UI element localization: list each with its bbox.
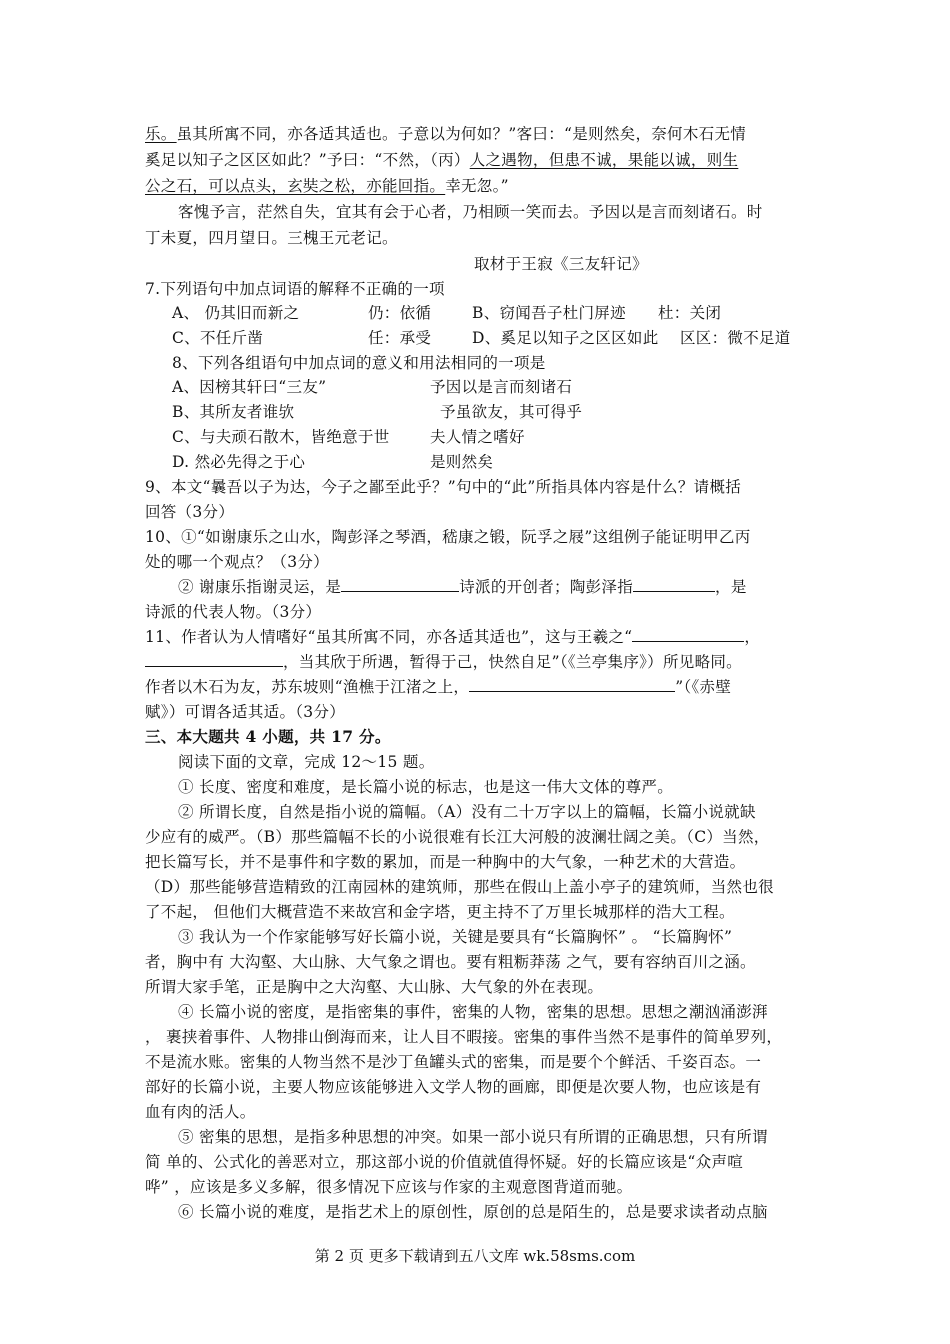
question-7-stem: 7.下列语句中加点词语的解释不正确的一项 [145, 280, 445, 298]
q7-option-b-gloss: 杜：关闭 [658, 304, 722, 322]
question-11: 11、作者认为人情嗜好“虽其所寓不同，亦各适其适也”，这与王羲之“ ， [145, 625, 760, 649]
passage-line: 乐。虽其所寓不同，亦各适其适也。子意以为何如？”客曰：“是则然矣，奈何木石无情 [145, 125, 747, 143]
question-10: 10、①“如谢康乐之山水，陶彭泽之琴酒，嵇康之锻，阮孚之屐”这组例子能证明甲乙丙 [145, 528, 751, 546]
question-9: 9、本文“曩吾以子为达，今子之鄙至此乎？”句中的“此”所指具体内容是什么？请概括 [145, 478, 742, 496]
section-title: 三、本大题共 4 小题，共 17 分。 [145, 727, 391, 746]
passage-line: 公之石，可以点头，玄奘之松，亦能回指。幸无忽。” [145, 177, 509, 195]
question-11-cont: 赋》）可谓各适其适。（3分） [145, 703, 346, 721]
question-10-part2: ② 谢康乐指谢灵运，是 诗派的开创者；陶彭泽指 ，是 [178, 575, 747, 599]
article-line: 少应有的威严。（B）那些篇幅不长的小说很难有长江大河般的波澜壮阔之美。（C）当然， [145, 828, 770, 846]
q7-option-d: D、奚足以知子之区区如此 [472, 329, 659, 347]
q7-option-a-gloss: 仍：依循 [368, 304, 432, 322]
article-line: 哗” ，应该是多义多解，很多情况下应该与作家的主观意图背道而驰。 [145, 1178, 633, 1196]
article-line: 了不起， 但他们大概营造不来故宫和金字塔，更主持不了万里长城那样的浩大工程。 [145, 903, 735, 921]
question-11-cont: ，当其欣于所遇，暂得于己，快然自足”（《兰亭集序》）所见略同。 [145, 650, 742, 674]
question-11-cont: 作者以木石为友，苏东坡则“渔樵于江渚之上， ”（《赤壁 [145, 675, 731, 699]
q8-option-a-pair: 予因以是言而刻诸石 [430, 378, 573, 396]
page-footer: 第 2 页 更多下载请到五八文库 wk.58sms.com [314, 1247, 636, 1265]
article-line: 者，胸中有 大沟壑、大山脉、大气象之谓也。要有粗粝莽荡 之气，要有容纳百川之涵。 [145, 953, 756, 971]
answer-blank[interactable] [633, 575, 715, 592]
q8-option-d-pair: 是则然矣 [430, 453, 494, 471]
q8-option-b-pair: 予虽欲友，其可得乎 [440, 403, 583, 421]
article-paragraph: ⑥ 长篇小说的难度，是指艺术上的原创性，原创的总是陌生的，总是要求读者动点脑 [178, 1203, 768, 1221]
article-line: 不是流水账。密集的人物当然不是沙丁鱼罐头式的密集，而是要个个鲜活、千姿百态。一 [145, 1053, 762, 1071]
article-line: 简 单的、公式化的善恶对立，那这部小说的价值就值得怀疑。好的长篇应该是“众声喧 [145, 1153, 744, 1171]
q7-option-c-gloss: 任：承受 [368, 329, 432, 347]
q8-option-b: B、其所友者谁欤 [172, 403, 295, 421]
passage-line: 奚足以知子之区区如此？”予曰：“不然，（丙）人之遇物，但患不诚，果能以诚，则生 [145, 151, 739, 169]
article-line: 部好的长篇小说，主要人物应该能够进入文学人物的画廊，即便是次要人物，也应该是有 [145, 1078, 762, 1096]
article-line: ， 裹挟着事件、人物排山倒海而来，让人目不暇接。密集的事件当然不是事件的简单罗列， [145, 1028, 783, 1046]
article-paragraph: ③ 我认为一个作家能够写好长篇小说，关键是要具有“长篇胸怀” 。 “长篇胸怀” [178, 928, 733, 946]
underlined-text: 人之遇物，但患不诚，果能以诚，则生 [469, 151, 739, 169]
q7-option-a: A、 仍其旧而新之 [172, 304, 300, 322]
article-paragraph: ⑤ 密集的思想，是指多种思想的冲突。如果一部小说只有所谓的正确思想，只有所谓 [178, 1128, 768, 1146]
question-10-cont: 处的哪一个观点？（3分） [145, 553, 329, 571]
q8-option-a: A、因榜其轩曰“三友” [172, 378, 327, 396]
article-paragraph: ④ 长篇小说的密度，是指密集的事件，密集的人物，密集的思想。思想之潮汹涌澎湃 [178, 1003, 768, 1021]
article-paragraph: ② 所谓长度，自然是指小说的篇幅。（A）没有二十万字以上的篇幅，长篇小说就缺 [178, 803, 756, 821]
underlined-text: 乐。 [145, 125, 177, 143]
q7-option-b: B、窃闻吾子杜门屏迹 [472, 304, 626, 322]
article-line: 血有肉的活人。 [145, 1103, 256, 1121]
question-8-stem: 8、下列各组语句中加点词的意义和用法相同的一项是 [172, 354, 546, 372]
q8-option-c-pair: 夫人情之嗜好 [430, 428, 525, 446]
answer-blank[interactable] [341, 575, 459, 592]
article-line: （D）那些能够营造精致的江南园林的建筑师，那些在假山上盖小亭子的建筑师，当然也很 [145, 878, 774, 896]
question-10-cont: 诗派的代表人物。（3分） [145, 603, 322, 621]
article-line: 把长篇写长，并不是事件和字数的累加，而是一种胸中的大气象，一种艺术的大营造。 [145, 853, 746, 871]
section-instruction: 阅读下面的文章，完成 12～15 题。 [178, 753, 435, 771]
q7-option-c: C、不任斤凿 [172, 329, 264, 347]
answer-blank[interactable] [469, 675, 675, 692]
q8-option-c: C、与夫顽石散木，皆绝意于世 [172, 428, 390, 446]
q7-option-d-gloss: 区区：微不足道 [680, 329, 791, 347]
answer-blank[interactable] [632, 625, 744, 642]
q8-option-d: D. 然必先得之于心 [172, 453, 306, 471]
question-9-cont: 回答（3分） [145, 503, 235, 521]
passage-line: 客愧予言，茫然自失，宜其有会于心者，乃相顾一笑而去。予因以是言而刻诸石。时 [178, 203, 763, 221]
passage-line: 丁未夏，四月望日。三槐王元老记。 [145, 229, 398, 247]
underlined-text: 公之石，可以点头，玄奘之松，亦能回指。 [145, 177, 446, 195]
source-citation: 取材于王寂《三友轩记》 [474, 255, 648, 273]
answer-blank[interactable] [145, 650, 283, 667]
article-paragraph: ① 长度、密度和难度，是长篇小说的标志，也是这一伟大文体的尊严。 [178, 778, 674, 796]
article-line: 所谓大家手笔，正是胸中之大沟壑、大山脉、大气象的外在表现。 [145, 978, 604, 996]
